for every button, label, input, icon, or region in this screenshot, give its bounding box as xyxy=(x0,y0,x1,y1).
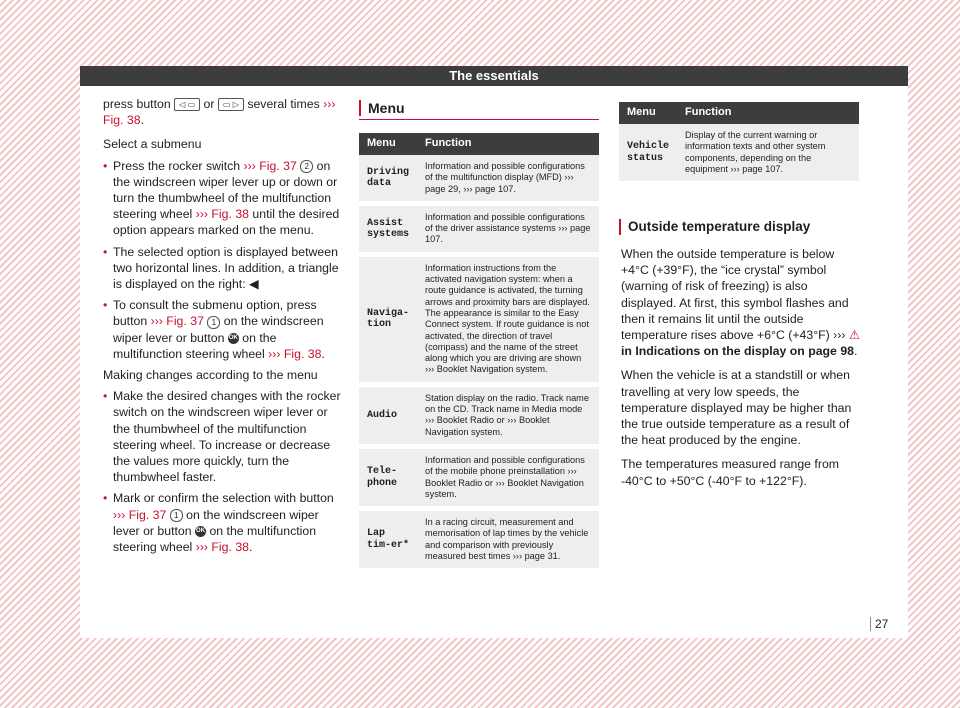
menu-cell: Naviga-tion xyxy=(359,254,417,384)
function-cell: Display of the current warning or information texts and other system components, depending on the equipment ››› page 107. xyxy=(677,124,859,184)
bullet-text: on the windscreen wiper lever or button xyxy=(113,507,319,538)
function-cell: In a racing circuit, measurement and memorisation of lap times by the vehicle and comparison with previously measured best times ››› page 31. xyxy=(417,509,599,571)
callout-1-icon: 1 xyxy=(170,509,183,522)
display-indications-link[interactable]: in Indications on the display on page 98 xyxy=(621,344,854,359)
function-cell: Information instructions from the activated navigation system: when a route guidance is activated, the turning arrows and proximity bars are displayed. The appearance is similar to the Easy Connect system. If route guidance is not activated, the direction of travel (compass) and the name of the street along which you are driving are shown ››› Booklet Navigation system. xyxy=(417,254,599,384)
bullet-rocker xyxy=(103,158,343,239)
menu-function-table-continued xyxy=(619,102,859,186)
menu-cell: Audio xyxy=(359,384,417,446)
menu-function-table xyxy=(359,133,599,573)
menu-cell: Driving data xyxy=(359,155,417,203)
intro-text-2: several times xyxy=(247,97,320,111)
right-column xyxy=(621,246,861,497)
function-cell: Information and possible configurations of the mobile phone preinstallation ››› Booklet Radio or ››› Booklet Navigation system. xyxy=(417,446,599,508)
intro-text: press button xyxy=(103,97,171,111)
menu-section-title: Menu xyxy=(359,100,405,116)
bullet-text: on the multifunction steering wheel xyxy=(113,523,317,555)
range-paragraph: The temperatures measured range from -40°C to +50°C (-40°F to +122°F). xyxy=(621,457,840,488)
warning-triangle-icon: ⚠ xyxy=(848,328,860,343)
fig38-link[interactable]: ››› Fig. 38 xyxy=(103,97,336,128)
fig37-link[interactable]: ››› Fig. 37 xyxy=(150,314,204,329)
table-row xyxy=(619,124,859,184)
bullet-text: on the windscreen wiper lever or button xyxy=(113,314,324,345)
menu-cell: Tele-phone xyxy=(359,446,417,508)
table-row xyxy=(359,203,599,254)
table-row xyxy=(359,509,599,571)
bullet-confirm: • Mark or confirm the selection with button ››› Fig. 37 1 on the windscreen wiper lever or button OK on the multifunction steering wheel ››› Fig. 38. xyxy=(103,490,343,555)
section-divider xyxy=(359,119,599,120)
select-submenu-heading: Select a submenu xyxy=(103,137,202,152)
bullet-text: Mark or confirm the selection with button xyxy=(113,491,334,506)
table-row xyxy=(359,155,599,203)
fig38-link[interactable]: ››› Fig. 38 xyxy=(195,540,250,555)
menu-column-header: Menu xyxy=(359,133,417,155)
making-changes-heading: Making changes according to the menu xyxy=(103,368,318,383)
fig38-link[interactable]: ››› Fig. 38 xyxy=(195,207,250,222)
fig38-link[interactable]: ››› Fig. 38 xyxy=(268,346,322,361)
right-arrow-button-icon: ▭ ▷ xyxy=(218,98,244,111)
bullet-consult: • To consult the submenu option, press button ››› Fig. 37 1 on the windscreen wiper lever or button OK on the multifunction steering wheel ››› Fig. 38. xyxy=(103,297,343,362)
function-column-header: Function xyxy=(417,133,599,155)
fig37-link[interactable]: ››› Fig. 37 xyxy=(113,507,167,522)
function-cell: Station display on the radio. Track name on the CD. Track name in Media mode ››› Booklet Radio or ››› Booklet Navigation system. xyxy=(417,384,599,446)
table-row xyxy=(359,254,599,384)
left-arrow-button-icon: ◁ ▭ xyxy=(174,98,200,111)
bullet-text: on the windscreen wiper lever up or down or turn the thumbwheel of the multifunction steering wheel xyxy=(113,158,338,222)
fig37-link[interactable]: ››› Fig. 37 xyxy=(243,158,297,173)
bullet-text: To consult the submenu option, press button xyxy=(113,298,317,329)
ice-crystal-paragraph: When the outside temperature is below +4°C (+39°F), the “ice crystal” symbol (warning of risk of freezing) is also displayed. At first, this symbol flashes and then it remains lit until the outside temperature rises above +6°C (+43°F) ››› ⚠ in Indications on the display on page 98. xyxy=(621,247,860,359)
paragraph-text: When the outside temperature is below +4°C (+39°F), the “ice crystal” symbol (warning of risk of freezing) is also displayed. At first, this symbol flashes and then it remains lit until the outside temperature rises above +6°C (+43°F) ››› xyxy=(621,247,849,343)
ok-button-icon: OK xyxy=(228,333,239,344)
menu-cell: Lap tim-er* xyxy=(359,509,417,571)
bullet-text: until the desired option appears marked on the menu. xyxy=(113,207,340,238)
callout-1-icon: 1 xyxy=(207,316,220,329)
bullet-selected-option: • The selected option is displayed between two horizontal lines. In addition, a triangle is displayed on the right: ◀ xyxy=(103,244,343,293)
standstill-paragraph: When the vehicle is at a standstill or when travelling at very low speeds, the temperature displayed may be higher than the true outside temperature as a result of the heat produced by the engine. xyxy=(621,368,852,448)
menu-cell: Vehicle status xyxy=(619,124,677,184)
callout-2-icon: 2 xyxy=(300,160,313,173)
page-number: 27 xyxy=(870,617,888,631)
outside-temp-section-title: Outside temperature display xyxy=(619,219,810,235)
table-row xyxy=(359,384,599,446)
bullet-text: on the multifunction steering wheel xyxy=(113,330,277,361)
menu-column-header: Menu xyxy=(619,102,677,124)
intro-or: or xyxy=(203,97,215,111)
page-header: The essentials xyxy=(80,66,908,86)
ok-button-icon: OK xyxy=(195,526,206,537)
function-cell: Information and possible configurations of the driver assistance systems ››› page 107. xyxy=(417,203,599,254)
function-column-header: Function xyxy=(677,102,859,124)
bullet-text: Press the rocker switch xyxy=(113,158,244,173)
left-column xyxy=(103,96,343,560)
intro-paragraph: press button ◁ ▭ or ▭ ▷ several times ››› Fig. 38. xyxy=(103,97,336,128)
function-cell: Information and possible configurations of the multifunction display (MFD) ››› page 29, ››› page 107. xyxy=(417,155,599,203)
table-row xyxy=(359,446,599,508)
bullet-make-changes: • Make the desired changes with the rocker switch on the windscreen wiper lever or the thumbwheel of the multifunction steering wheel. To increase or decrease the values more quickly, turn the thumbwheel faster. xyxy=(103,388,343,485)
menu-cell: Assist systems xyxy=(359,203,417,254)
